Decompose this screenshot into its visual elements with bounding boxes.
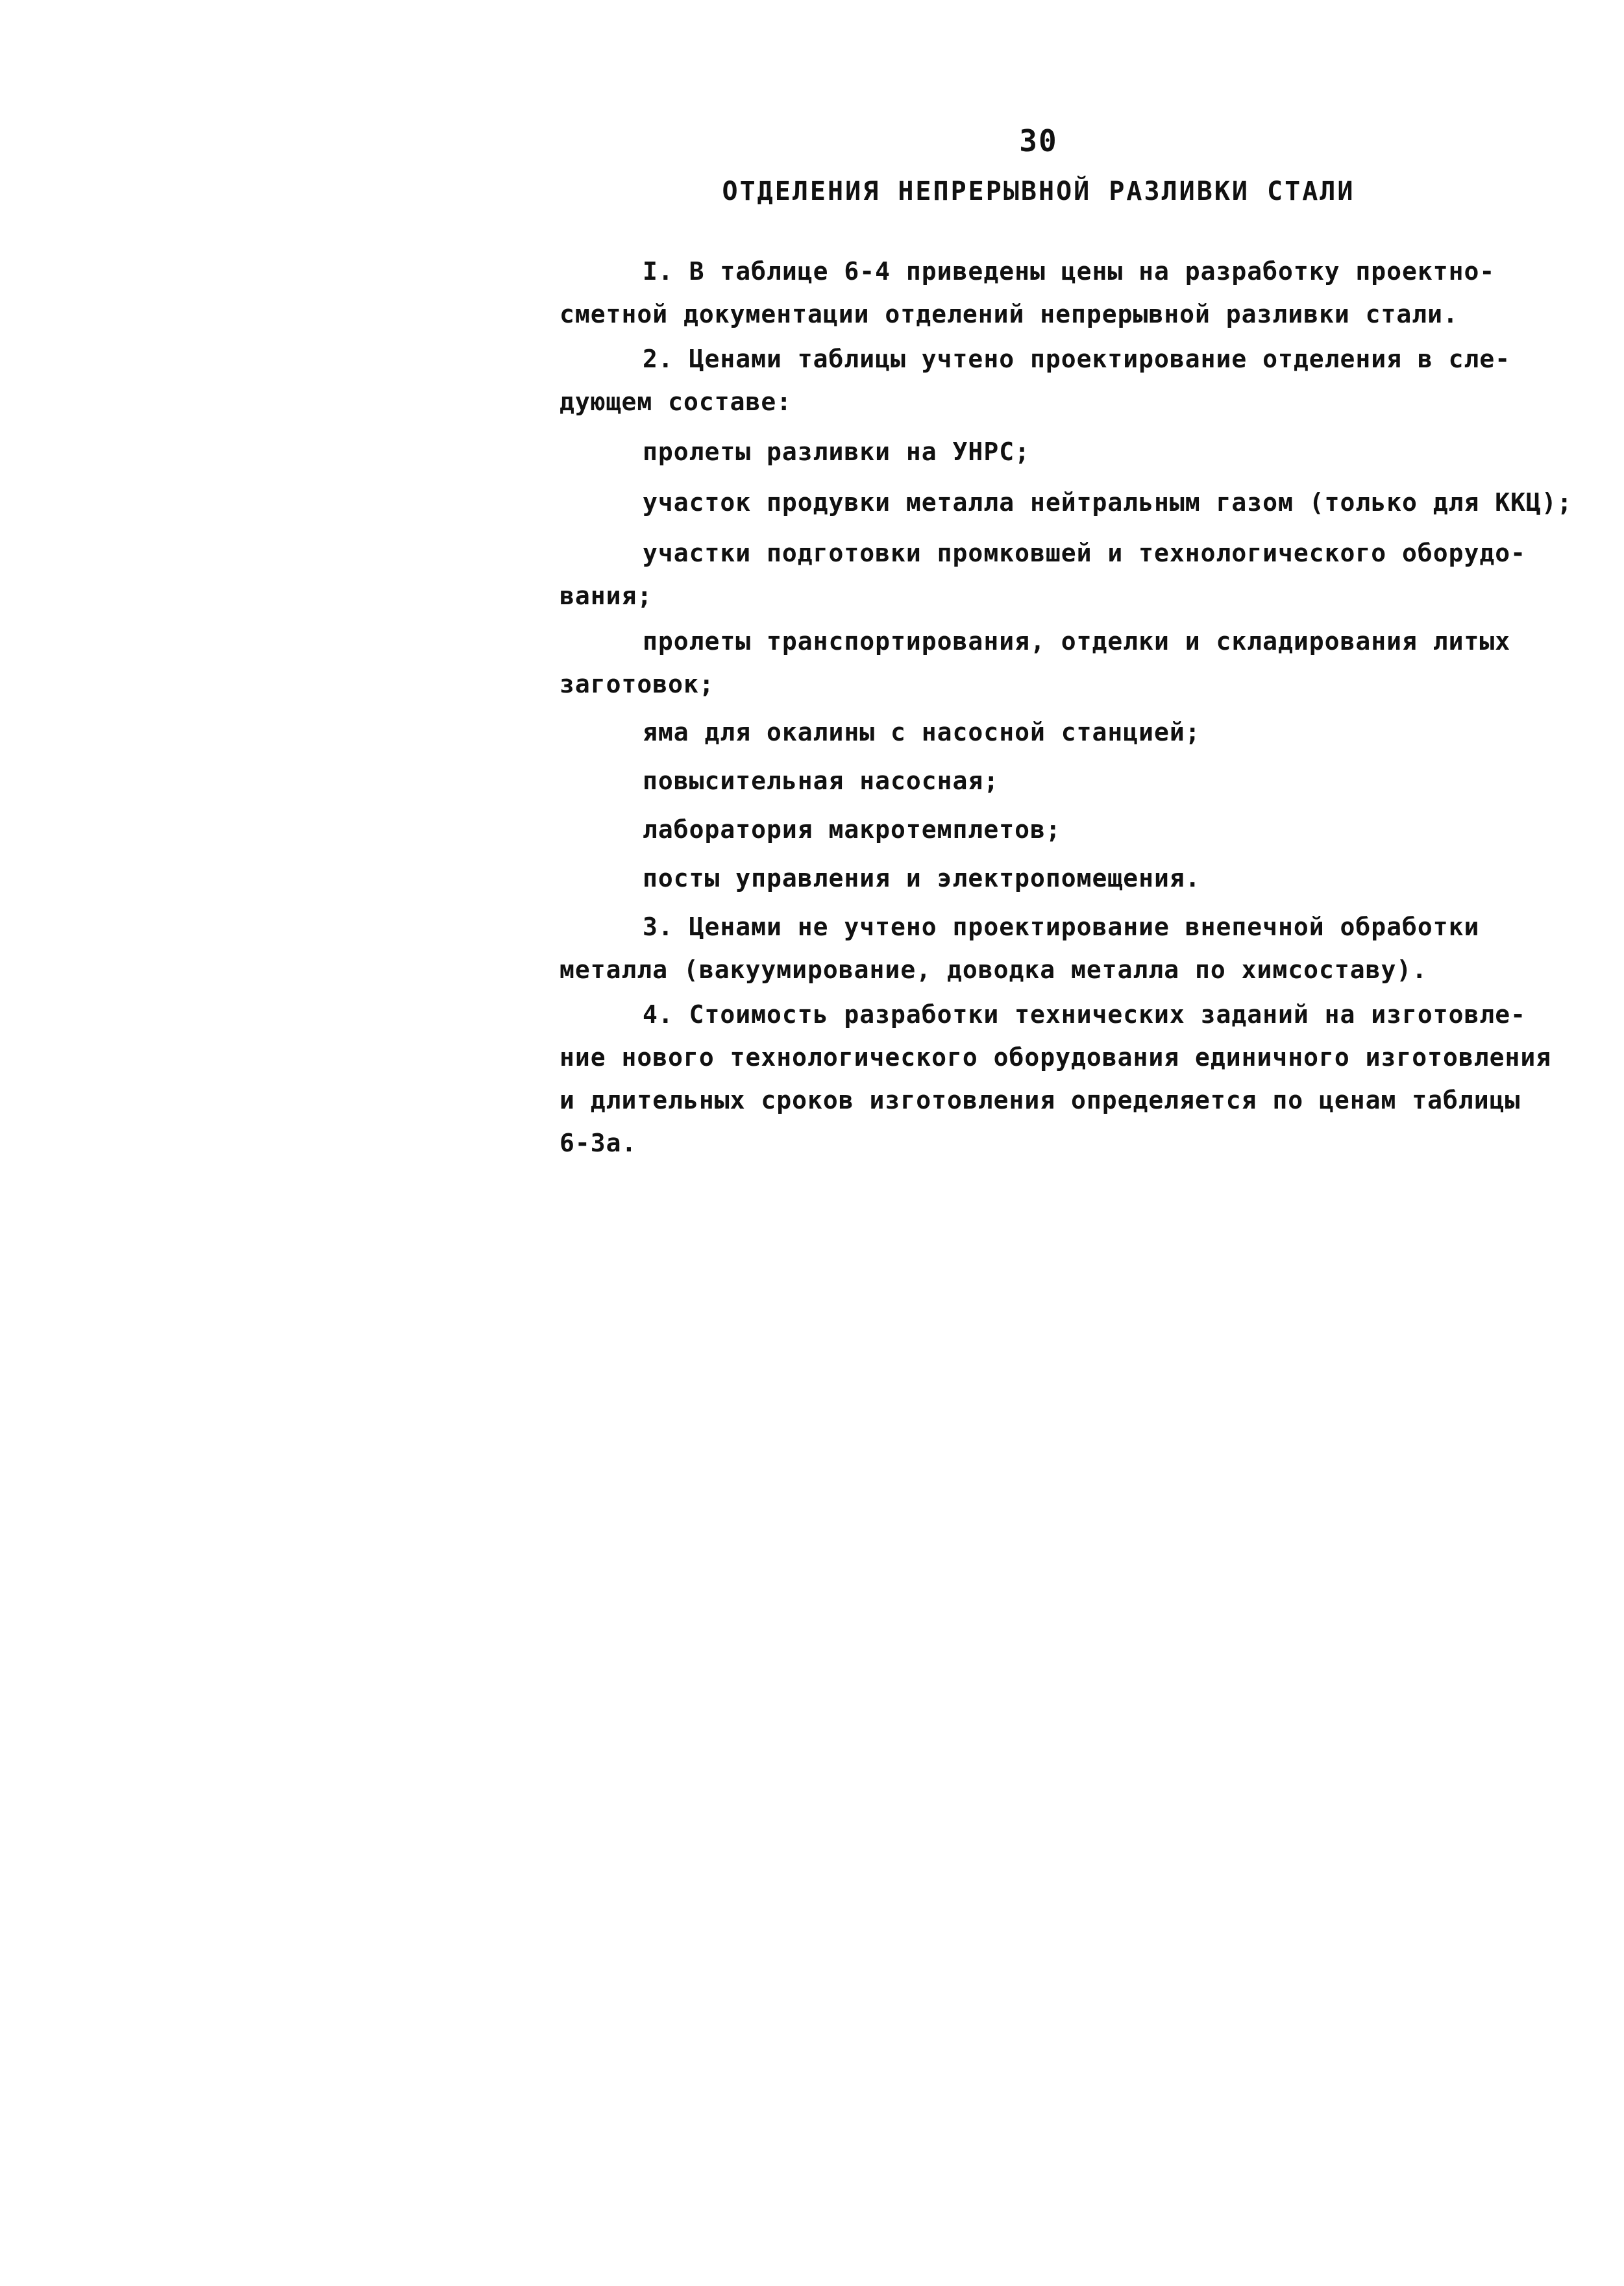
list-item-6-line-1: повысительная насосная; bbox=[643, 767, 1000, 795]
paragraph-2-line-1: 2. Ценами таблицы учтено проектирование отделения в сле- bbox=[643, 345, 1511, 373]
page-number: 30 bbox=[1019, 123, 1058, 158]
list-item bbox=[560, 759, 1572, 802]
paragraph-3 bbox=[560, 905, 1572, 991]
list-item-3-line-1: участки подготовки промковшей и технологического оборудо- bbox=[643, 539, 1527, 567]
list-item-4-line-2: заготовок; bbox=[560, 670, 715, 698]
list-item bbox=[560, 808, 1572, 851]
paragraph-4-line-3: и длительных сроков изготовления определяется по ценам таблицы bbox=[560, 1086, 1521, 1114]
list-item bbox=[560, 532, 1572, 617]
paragraph-4-line-1: 4. Стоимость разработки технических заданий на изготовле- bbox=[643, 1000, 1527, 1029]
paragraph-3-line-2: металла (вакуумирование, доводка металла по химсоставу). bbox=[560, 955, 1428, 984]
paragraph-1-line-2: сметной документации отделений непрерывной разливки стали. bbox=[560, 300, 1458, 328]
list-item-7-line-1: лаборатория макротемплетов; bbox=[643, 815, 1061, 844]
paragraph-4-line-2: ние нового технологического оборудования единичного изготовления bbox=[560, 1043, 1552, 1072]
paragraph-1 bbox=[560, 250, 1572, 336]
paragraph-2-line-2: дующем составе: bbox=[560, 387, 793, 416]
paragraph-3-line-1: 3. Ценами не учтено проектирование внепечной обработки bbox=[643, 913, 1480, 941]
list-item-8-line-1: посты управления и электропомещения. bbox=[643, 864, 1201, 892]
list-item-2-line-1: участок продувки металла нейтральным газом (только для ККЦ); bbox=[643, 488, 1573, 517]
list-item bbox=[560, 711, 1572, 754]
paragraph-4 bbox=[560, 993, 1572, 1164]
list-item bbox=[560, 857, 1572, 900]
list-item bbox=[560, 481, 1572, 524]
list-item-5-line-1: яма для окалины с насосной станцией; bbox=[643, 718, 1201, 746]
list-item-3-line-2: вания; bbox=[560, 582, 653, 610]
list-item bbox=[560, 620, 1572, 706]
list-item-4-line-1: пролеты транспортирования, отделки и складирования литых bbox=[643, 627, 1511, 656]
paragraph-2 bbox=[560, 338, 1572, 423]
paragraph-1-line-1: I. В таблице 6-4 приведены цены на разработку проектно- bbox=[643, 257, 1495, 286]
list-item-1-line-1: пролеты разливки на УНРС; bbox=[643, 437, 1030, 466]
paragraph-4-line-4: 6-3а. bbox=[560, 1129, 637, 1157]
section-title: ОТДЕЛЕНИЯ НЕПРЕРЫВНОЙ РАЗЛИВКИ СТАЛИ bbox=[722, 177, 1355, 206]
list-item bbox=[560, 430, 1572, 473]
